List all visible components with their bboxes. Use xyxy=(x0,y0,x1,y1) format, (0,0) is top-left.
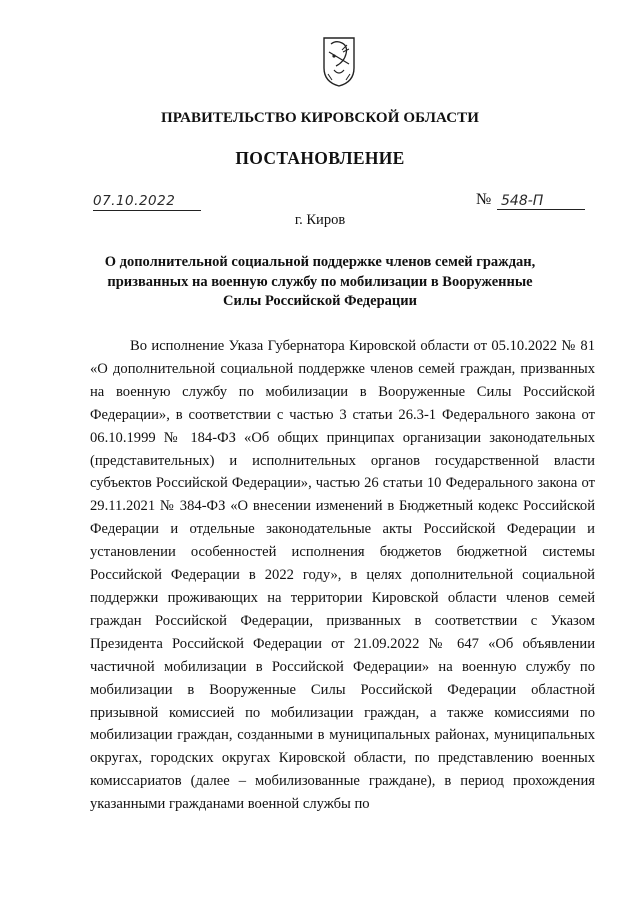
document-subject: О дополнительной социальной поддержке членов семей граждан, призванных на военную службу по мобилизации в Вооруженные Силы Российской Федерации xyxy=(104,254,536,309)
document-type-title: ПОСТАНОВЛЕНИЕ xyxy=(235,148,405,168)
body-paragraph: Во исполнение Указа Губернатора Кировской области от 05.10.2022 № 81 «О дополнительной социальной поддержке членов семей граждан, призванных на военную службу по мобилизации в Вооруженные Силы Российской Федерации», в соответствии с частью 3 статьи 26.3-1 Федерального закона от 06.10.1999 № 184-ФЗ «Об общих принципах организации законодательных (представительных) и исполнительных органов государственной власти субъектов Российской Федерации», частью 26 статьи 10 Федерального закона от 29.11.2021 № 384-ФЗ «О внесении изменений в Бюджетный кодекс Российской Федерации и отдельные законодательные акты Российской Федерации и установлении особенностей исполнения бюджетов бюджетной системы Российской Федерации в 2022 году», в целях дополнительной социальной поддержки проживающих на территории Кировской области членов семей граждан Российской Федерации, призванных в соответствии с Указом Президента Российской Федерации от 21.09.2022 № 647 «Об объявлении частичной мобилизации в Российской Федерации» на военную службу по мобилизации в Вооруженные Силы Российской Федерации областной призывной комиссией по мобилизации граждан, а также комиссиями по мобилизации граждан, созданными в муниципальных районах, муниципальных округах, городских округах Кировской области, по представлению военных комиссариатов (далее – мобилизованные граждане), в период прохождения указанными гражданами военной службы по xyxy=(90,338,595,813)
document-city: г. Киров xyxy=(294,212,346,228)
number-sign: № xyxy=(476,191,492,208)
document-number: 548-П xyxy=(497,192,585,210)
organization-title: ПРАВИТЕЛЬСТВО КИРОВСКОЙ ОБЛАСТИ xyxy=(161,110,479,126)
document-date: 07.10.2022 xyxy=(93,192,201,211)
kirov-oblast-coat-of-arms-icon xyxy=(322,36,356,88)
